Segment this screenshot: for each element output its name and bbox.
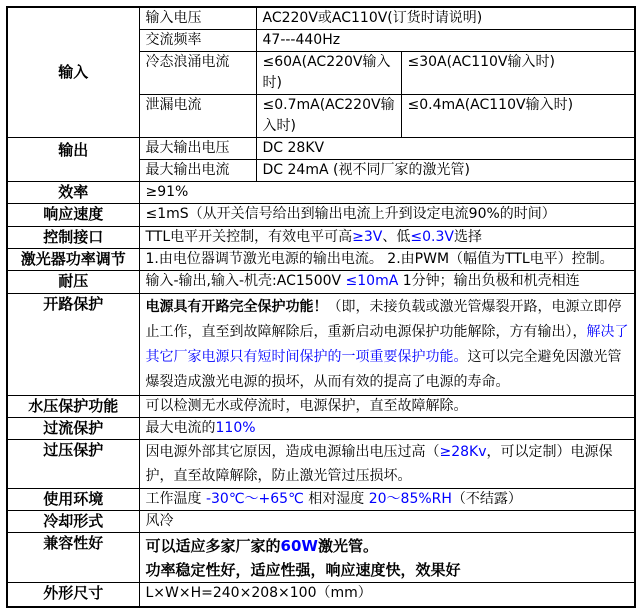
value-response-speed: ≤1mS（从开关信号给出到输出电流上升到设定电流90%的时间） [139, 204, 635, 227]
compatibility-text-2: 激光管。 [317, 537, 378, 555]
open-circuit-text-2: 这可以完全避免因激光管爆裂造成激光电源的损坏，从而有效的提高了电源的寿命。 [145, 349, 622, 390]
value-open-circuit-protection [139, 294, 635, 396]
value-over-current-protection [139, 418, 635, 440]
environment-humidity-range: 20～85%RH [368, 491, 452, 507]
open-circuit-text-1: （即，未接负载或激光管爆裂开路，电源立即停止工作，直至到故障解除后，重新启动电源保护功能解除，方有输出）， [145, 299, 622, 340]
row-withstand-voltage [7, 271, 635, 294]
label-control-interface: 控制接口 [7, 227, 139, 249]
row-open-circuit-protection [7, 294, 635, 396]
label-compatibility: 兼容性好 [7, 533, 139, 583]
open-circuit-highlight: 解决了其它厂家电源只有短时间保护的一项重要保护功能。 [145, 324, 629, 365]
label-cooling: 冷却形式 [7, 511, 139, 533]
row-control-interface [7, 227, 635, 249]
label-ac-frequency: 交流频率 [139, 30, 256, 52]
value-inrush-110v: ≤30A(AC110V输入时) [401, 52, 635, 95]
compatibility-wattage: 60W [280, 537, 318, 555]
label-max-output-voltage: 最大输出电压 [139, 138, 256, 160]
row-compatibility [7, 533, 635, 583]
row-dimensions [7, 583, 635, 607]
value-leakage-110v: ≤0.4mA(AC110V输入时) [401, 95, 635, 138]
value-max-output-current: DC 24mA (视不同厂家的激光管) [256, 160, 635, 182]
value-environment [139, 489, 635, 511]
laser-power-supply-spec-table [6, 6, 636, 608]
over-voltage-text-2: ，可以定制）电源保护，直至故障解除，防止激光管过压损坏。 [145, 444, 613, 484]
value-max-output-voltage: DC 28KV [256, 138, 635, 160]
over-current-text: 最大电流的 [145, 420, 216, 436]
value-ac-frequency: 47---440Hz [256, 30, 635, 52]
label-over-current-protection: 过流保护 [7, 418, 139, 440]
value-dimensions: L×W×H=240×208×100（mm） [139, 583, 635, 607]
row-input-voltage [7, 7, 635, 30]
value-control-interface [139, 227, 635, 249]
value-efficiency: ≥91% [139, 182, 635, 204]
value-water-protection: 可以检测无水或停流时，电源保护，直至故障解除。 [139, 396, 635, 418]
label-input-voltage: 输入电压 [139, 7, 256, 30]
row-environment [7, 489, 635, 511]
compatibility-text-1: 可以适应多家厂家的 [145, 537, 281, 555]
row-max-output-voltage [7, 138, 635, 160]
row-cooling [7, 511, 635, 533]
label-environment: 使用环境 [7, 489, 139, 511]
control-text-1: TTL电平开关控制，有效电平可高 [145, 229, 353, 245]
group-label-output: 输出 [7, 138, 139, 182]
over-voltage-text-1: 因电源外部其它原因，造成电源输出电压过高（ [145, 444, 440, 460]
label-water-protection: 水压保护功能 [7, 396, 139, 418]
group-label-input: 输入 [7, 7, 139, 138]
value-over-voltage-protection [139, 440, 635, 489]
compatibility-line-1 [146, 534, 631, 558]
spec-sheet-page [0, 6, 641, 602]
withstand-current-value: ≤10mA [345, 273, 399, 289]
value-withstand-voltage [139, 271, 635, 294]
over-current-percent: 110% [215, 420, 256, 436]
value-leakage-220v: ≤0.7mA(AC220V输入时) [256, 95, 401, 138]
label-dimensions: 外形尺寸 [7, 583, 139, 607]
label-leakage-current: 泄漏电流 [139, 95, 256, 138]
environment-text-2: 相对湿度 [303, 491, 369, 507]
label-power-adjust: 激光器功率调节 [7, 249, 139, 271]
value-power-adjust: 1.由电位器调节激光电源的输出电流。 2.由PWM（幅值为TTL电平）控制。 [139, 249, 635, 271]
row-efficiency [7, 182, 635, 204]
value-inrush-220v: ≤60A(AC220V输入时) [256, 52, 401, 95]
value-cooling: 风冷 [139, 511, 635, 533]
row-response-speed [7, 204, 635, 227]
label-inrush-current: 冷态浪涌电流 [139, 52, 256, 95]
environment-text-1: 工作温度 [145, 491, 206, 507]
environment-text-3: （不结露） [451, 491, 522, 507]
control-text-2: 、低 [382, 229, 411, 245]
open-circuit-bold-claim: 电源具有开路完全保护功能！ [145, 299, 328, 315]
withstand-text-2: 1分钟；输出负极和机壳相连 [398, 273, 580, 289]
label-response-speed: 响应速度 [7, 204, 139, 227]
over-voltage-threshold: ≥28Kv [439, 444, 487, 460]
control-high-level-value: ≥3V [352, 229, 383, 245]
label-open-circuit-protection: 开路保护 [7, 294, 139, 396]
control-low-level-value: ≤0.3V [410, 229, 454, 245]
label-efficiency: 效率 [7, 182, 139, 204]
row-over-voltage-protection [7, 440, 635, 489]
value-input-voltage: AC220V或AC110V(订货时请说明) [256, 7, 635, 30]
label-withstand-voltage: 耐压 [7, 271, 139, 294]
withstand-text-1: 输入-输出,输入-机壳:AC1500V [145, 273, 346, 289]
row-water-protection [7, 396, 635, 418]
value-compatibility [139, 533, 635, 583]
label-max-output-current: 最大输出电流 [139, 160, 256, 182]
environment-temperature-range: -30℃～+65℃ [205, 491, 304, 507]
control-text-3: 选择 [453, 229, 482, 245]
compatibility-line-2: 功率稳定性好，适应性强，响应速度快，效果好 [145, 561, 461, 579]
label-over-voltage-protection: 过压保护 [7, 440, 139, 489]
row-power-adjust [7, 249, 635, 271]
row-over-current-protection [7, 418, 635, 440]
